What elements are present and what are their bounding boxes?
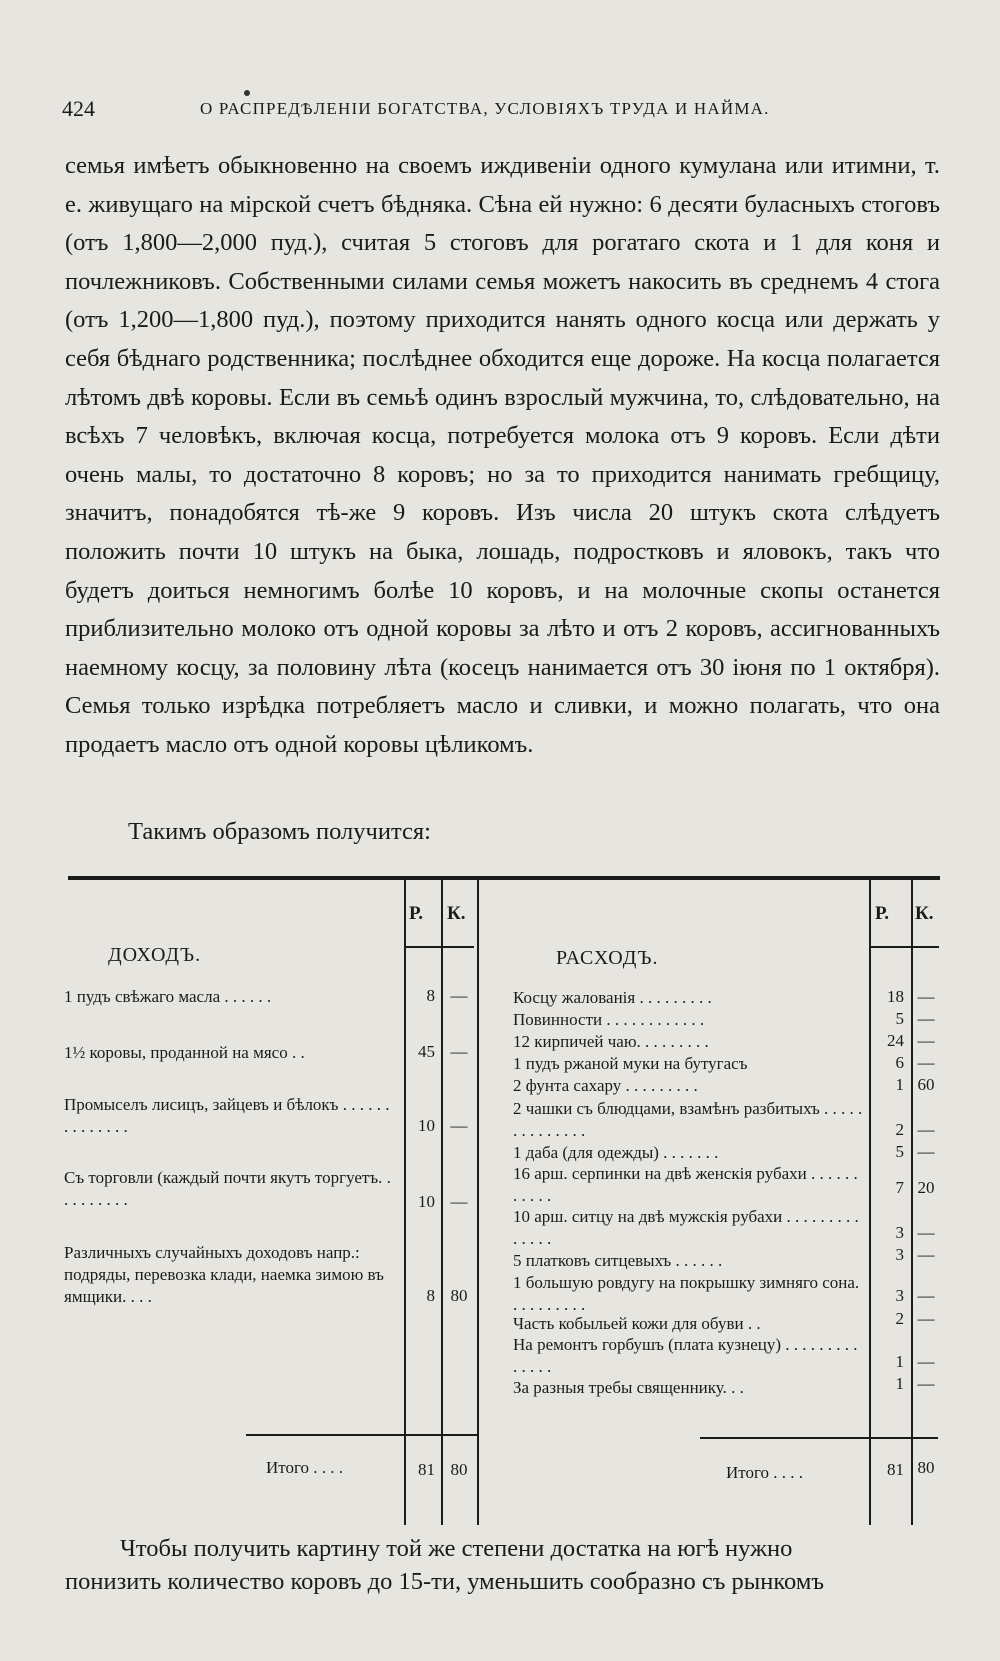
income-rubles: 10 xyxy=(418,1192,435,1211)
expense-item: Часть кобыльей кожи для обуви . . xyxy=(513,1314,761,1333)
closing-line-1: Чтобы получить картину той же степени достатка на югѣ нужно xyxy=(120,1535,793,1562)
income-item: Различныхъ случайныхъ доходовъ напр.: подряды, перевозка клади, наемка зимою въ ямщики. . . . xyxy=(64,1243,384,1306)
income-item: 1½ коровы, проданной на мясо . . xyxy=(64,1043,305,1062)
income-rubles: 8 xyxy=(426,1286,435,1305)
table-divider xyxy=(869,880,871,1525)
expense-item: 5 платковъ ситцевыхъ . . . . . . xyxy=(513,1251,723,1270)
expense-rubles: 2 xyxy=(895,1309,904,1328)
expense-kopecks: — xyxy=(917,1309,935,1328)
expense-rubles: 6 xyxy=(895,1053,904,1072)
running-title: О РАСПРЕДѢЛЕНІИ БОГАТСТВА, УСЛОВІЯХЪ ТРУДА И НАЙМА. xyxy=(200,99,770,118)
closing-line-2: понизить количество коровъ до 15-ти, уменьшить сообразно съ рынкомъ xyxy=(65,1568,824,1595)
expense-rubles: 1 xyxy=(895,1352,904,1371)
income-item: Съ торговли (каждый почти якутъ торгуетъ. . . . . . . . . . xyxy=(64,1168,391,1209)
expense-rubles: 7 xyxy=(895,1178,904,1197)
expense-kopecks: 20 xyxy=(917,1178,935,1197)
expense-item: Косцу жалованія . . . . . . . . . xyxy=(513,988,712,1007)
income-kopecks: 80 xyxy=(450,1286,468,1305)
expense-total-kopecks: 80 xyxy=(917,1458,935,1477)
table-top-rule xyxy=(68,876,940,880)
expense-rubles: 18 xyxy=(887,987,904,1006)
income-rubles: 10 xyxy=(418,1116,435,1135)
total-rule-left xyxy=(246,1434,477,1436)
expense-total-label: Итого . . . . xyxy=(726,1463,804,1482)
expense-item: 16 арш. серпинки на двѣ женскія рубахи . . . . . . . . . . . xyxy=(513,1164,858,1205)
expense-item: 1 большую ровдугу на покрышку зимняго сона. . . . . . . . . . xyxy=(513,1273,860,1314)
expense-item: За разныя требы священнику. . . xyxy=(513,1378,744,1397)
page-header xyxy=(60,96,940,126)
expense-rubles: 3 xyxy=(895,1223,904,1242)
expense-rubles: 5 xyxy=(895,1009,904,1028)
rubles-header-right: Р. xyxy=(875,903,889,924)
income-total-label: Итого . . . . xyxy=(266,1458,344,1477)
income-kopecks: — xyxy=(450,986,468,1005)
income-kopecks: — xyxy=(450,1192,468,1211)
table-divider xyxy=(911,880,913,1525)
expense-kopecks: — xyxy=(917,1120,935,1139)
income-rubles: 8 xyxy=(426,986,435,1005)
expense-rubles: 3 xyxy=(895,1286,904,1305)
expense-kopecks: — xyxy=(917,1142,935,1161)
total-rule-right xyxy=(700,1437,938,1439)
expense-rubles: 24 xyxy=(887,1031,904,1050)
expense-kopecks: — xyxy=(917,1009,935,1028)
body-paragraph xyxy=(65,147,940,765)
expense-kopecks: — xyxy=(917,1374,935,1393)
expense-total-rubles: 81 xyxy=(887,1460,904,1479)
expense-kopecks: — xyxy=(917,1352,935,1371)
expense-item: 2 чашки съ блюдцами, взамѣнъ разбитыхъ . . . . . . . . . . . . . . xyxy=(513,1099,863,1140)
kopecks-header-left: К. xyxy=(447,903,466,924)
income-kopecks: — xyxy=(450,1116,468,1135)
kopecks-header-right: К. xyxy=(915,903,934,924)
expense-item: 10 арш. ситцу на двѣ мужскія рубахи . . . . . . . . . . . . . . xyxy=(513,1207,859,1248)
expense-item: 1 даба (для одежды) . . . . . . . xyxy=(513,1143,719,1162)
page-number: 424 xyxy=(62,96,95,121)
income-total-rubles: 81 xyxy=(418,1460,435,1479)
table-intro: Такимъ образомъ получится: xyxy=(128,818,431,845)
expense-kopecks: — xyxy=(917,1223,935,1242)
expense-rubles: 5 xyxy=(895,1142,904,1161)
col-head-rule xyxy=(404,946,474,948)
col-head-rule xyxy=(869,946,939,948)
expense-item: 1 пудъ ржаной муки на бутугасъ xyxy=(513,1054,748,1073)
expense-item: 12 кирпичей чаю. . . . . . . . . xyxy=(513,1032,709,1051)
expense-rubles: 2 xyxy=(895,1120,904,1139)
income-item: Промыселъ лисицъ, зайцевъ и бѣлокъ . . . . . . . . . . . . . . xyxy=(64,1095,390,1136)
expense-title: РАСХОДЪ. xyxy=(556,947,659,969)
expense-kopecks: — xyxy=(917,1245,935,1264)
expense-kopecks: 60 xyxy=(917,1075,935,1094)
income-rubles: 45 xyxy=(418,1042,435,1061)
expense-item: Повинности . . . . . . . . . . . . xyxy=(513,1010,705,1029)
expense-rubles: 1 xyxy=(895,1075,904,1094)
expense-rubles: 3 xyxy=(895,1245,904,1264)
expense-rubles: 1 xyxy=(895,1374,904,1393)
income-title: ДОХОДЪ. xyxy=(108,944,202,966)
expense-kopecks: — xyxy=(917,987,935,1006)
rubles-header-left: Р. xyxy=(409,903,423,924)
expense-kopecks: — xyxy=(917,1031,935,1050)
income-total-kopecks: 80 xyxy=(450,1460,468,1479)
income-kopecks: — xyxy=(450,1042,468,1061)
paragraph-text: семья имѣетъ обыкновенно на своемъ иждивеніи одного кумулана или итимни, т. е. живущаго на мірской счетъ бѣдняка. Сѣна ей нужно: 6 десяти буласныхъ стоговъ (отъ 1,800—2,000 пуд.), считая 5 стоговъ для рогатаго скота и 1 для коня и почлежниковъ. Собственными силами семья можетъ накосить въ среднемъ 4 стога (отъ 1,200—1,800 пуд.), поэтому приходится нанять одного косца или держать у себя бѣднаго родственника; послѣднее обходится еще дороже. На косца полагается лѣтомъ двѣ коровы. Если въ семьѣ одинъ взрослый мужчина, то, слѣдовательно, на всѣхъ 7 человѣкъ, включая косца, потребуется молока отъ 9 коровъ. Если дѣти очень малы, то достаточно 8 коровъ; но за то приходится нанимать гребщицу, значитъ, понадобятся тѣ-же 9 коровъ. Изъ числа 20 штукъ скота слѣдуетъ положить почти 10 штукъ на быка, лошадь, подростковъ и яловокъ, такъ что будетъ доиться немногимъ болѣе 10 коровъ, и на молочные скопы останется приблизительно молоко отъ одной коровы за лѣто и отъ 2 коровъ, ассигнованныхъ наемному косцу, за половину лѣта (косецъ нанимается отъ 30 іюня по 1 октября). Семья только изрѣдка потребляетъ масло и сливки, и можно полагать, что она продаетъ масло отъ одной коровы цѣликомъ. xyxy=(65,152,940,758)
income-item: 1 пудъ свѣжаго масла . . . . . . xyxy=(64,987,272,1006)
table-divider xyxy=(477,880,479,1525)
expense-kopecks: — xyxy=(917,1286,935,1305)
expense-item: 2 фунта сахару . . . . . . . . . xyxy=(513,1076,698,1095)
expense-kopecks: — xyxy=(917,1053,935,1072)
expense-item: На ремонтъ горбушъ (плата кузнецу) . . . . . . . . . . . . . . xyxy=(513,1335,858,1376)
